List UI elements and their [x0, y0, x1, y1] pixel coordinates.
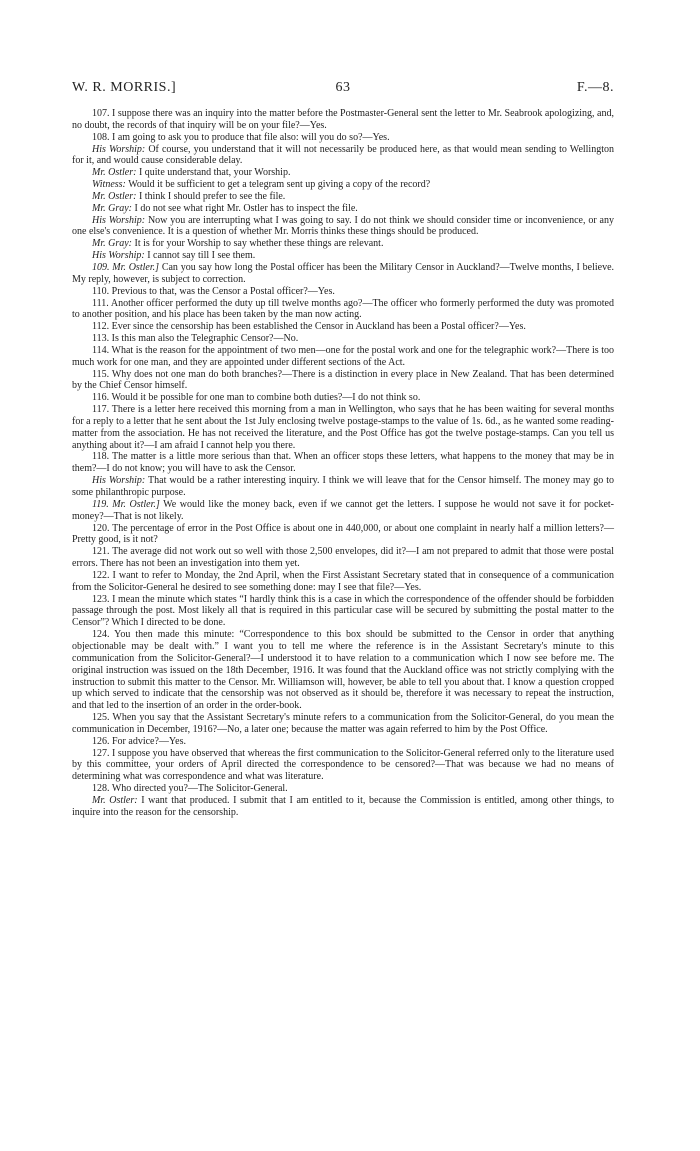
page-body: [72, 108, 614, 819]
paragraph-text: Would it be sufficient to get a telegram sent up giving a copy of the record?: [128, 179, 431, 191]
testimony-paragraph: [72, 203, 614, 215]
speaker-label: 119. Mr. Ostler.]: [92, 498, 160, 510]
testimony-paragraph: [72, 238, 614, 250]
testimony-paragraph: [72, 298, 614, 322]
paragraph-text: Can you say how long the Postal officer has been the Military Censor in Auckland?—Twelve months, I believe. My reply, however, is subject to correction.: [72, 261, 615, 285]
paragraph-text: 122. I want to refer to Monday, the 2nd April, when the First Assistant Secretary stated that in consequence of a communication from the Solicitor-General he desired to see something done: may I see that file?—Yes.: [72, 569, 614, 593]
header-witness-name: W. R. MORRIS.]: [72, 80, 177, 95]
paragraph-text: 111. Another officer performed the duty up till twelve months ago?—The officer who formerly performed the duty was promoted to another position, and his place has been taken by the man now acting.: [72, 297, 614, 321]
speaker-label: His Worship:: [92, 250, 145, 262]
testimony-paragraph: [72, 392, 614, 404]
paragraph-text: 110. Previous to that, was the Censor a Postal officer?—Yes.: [92, 285, 335, 297]
speaker-label: Mr. Ostler:: [92, 794, 138, 806]
paragraph-text: It is for your Worship to say whether these things are relevant.: [134, 238, 384, 250]
speaker-label: 109. Mr. Ostler.]: [92, 261, 159, 273]
testimony-paragraph: [72, 132, 614, 144]
paragraph-text: 112. Ever since the censorship has been established the Censor in Auckland has been a Postal officer?—Yes.: [92, 321, 526, 333]
page-header: [72, 80, 614, 100]
paragraph-text: Of course, you understand that it will not necessarily be produced here, as that would mean sending to Wellington for it, and would cause considerable delay.: [72, 143, 614, 167]
paragraph-text: 127. I suppose you have observed that whereas the first communication to the Solicitor-General referred only to the literature used by this committee, your orders of April directed the correspondence to be censored?—That was because we had no means of determining what was correspondence and what was literature.: [72, 747, 614, 783]
testimony-paragraph: [72, 321, 614, 333]
testimony-paragraph: [72, 499, 614, 523]
testimony-paragraph: [72, 736, 614, 748]
paragraph-text: I do not see what right Mr. Ostler has to inspect the file.: [134, 202, 358, 214]
paragraph-text: 117. There is a letter here received this morning from a man in Wellington, who says that he has been waiting for several months for a reply to a letter that he sent about the 1st July enclosing twelve postage-stamps to the value of 1s. 6d., as he wanted some reading-matter from the association. He has not received the literature, and the Post Office has got the twelve postage-stamps. Can you tell us anything about it?—I am afraid I cannot help you there.: [72, 404, 614, 451]
testimony-paragraph: [72, 179, 614, 191]
speaker-label: Mr. Ostler:: [92, 167, 137, 179]
paragraph-text: 116. Would it be possible for one man to combine both duties?—I do not think so.: [92, 392, 421, 404]
paragraph-text: 128. Who directed you?—The Solicitor-General.: [92, 783, 288, 795]
testimony-paragraph: [72, 286, 614, 298]
paragraph-text: I cannot say till I see them.: [147, 250, 256, 262]
testimony-paragraph: [72, 215, 614, 239]
speaker-label: Mr. Gray:: [92, 202, 132, 214]
paragraph-text: 107. I suppose there was an inquiry into the matter before the Postmaster-General sent the letter to Mr. Seabrook apologizing, and, no doubt, the records of that inquiry will be on your file?—Yes.: [72, 108, 614, 131]
paragraph-text: 115. Why does not one man do both branches?—There is a distinction in every place in New Zealand. That has been determined by the Chief Censor himself.: [72, 368, 614, 392]
testimony-paragraph: [72, 570, 614, 594]
paragraph-text: 118. The matter is a little more serious than that. When an officer stops these letters, what happens to the money that may be in them?—I do not know; you will have to ask the Censor.: [72, 451, 614, 475]
document-reference: F.—8.: [576, 80, 614, 95]
testimony-paragraph: [72, 404, 614, 451]
testimony-paragraph: [72, 783, 614, 795]
testimony-paragraph: [72, 108, 614, 132]
paragraph-text: 126. For advice?—Yes.: [92, 735, 186, 747]
testimony-paragraph: [72, 345, 614, 369]
paragraph-text: I think I should prefer to see the file.: [138, 190, 286, 202]
paragraph-text: 108. I am going to ask you to produce that file also: will you do so?—Yes.: [92, 131, 390, 143]
testimony-paragraph: [72, 475, 614, 499]
testimony-paragraph: [72, 333, 614, 345]
paragraph-text: 121. The average did not work out so well with those 2,500 envelopes, did it?—I am not prepared to admit that those were postal errors. There has not been an investigation into them yet.: [72, 546, 614, 570]
speaker-label: Mr. Gray:: [92, 238, 132, 250]
paragraph-text: We would like the money back, even if we cannot get the letters. I suppose he would not save it for pocket-money?—That is not likely.: [72, 498, 614, 522]
speaker-label: His Worship:: [92, 475, 146, 487]
paragraph-text: 125. When you say that the Assistant Secretary's minute refers to a communication from the Solicitor-General, do you mean the communication in December, 1916?—No, a later one; because the matter was again referred to him by the Post Office.: [72, 712, 614, 735]
testimony-paragraph: [72, 523, 614, 547]
paragraph-text: 124. You then made this minute: “Correspondence to this box should be submitted to the Censor in order that anything objectionable may be dealt with.” I want you to tell me where the reference is in the Assistant Secretary's minute to this communication from the Solicitor-General?—I understood it to have relation to a communication which I now see before me. The original instruction was issued on the 18th December, 1916. It was found that the Auckland office was not strictly complying with the instruction to submit this matter to the Censor. Mr. Williamson will, however, be able to tell you about that. I know a question cropped up which served to indicate that the censorship was not observed as it should be, therefore it was necessary to repeat the instruction, and that led to the insertion of an order in the order-book.: [72, 629, 614, 712]
page-number: 63: [335, 80, 351, 95]
testimony-paragraph: [72, 546, 614, 570]
testimony-paragraph: [72, 712, 614, 736]
speaker-label: Mr. Ostler:: [92, 190, 137, 202]
paragraph-text: 120. The percentage of error in the Post Office is about one in 440,000, or about one complaint in nearly half a million letters?—Pretty good, is it not?: [72, 522, 614, 546]
testimony-paragraph: [72, 594, 614, 630]
testimony-paragraph: [72, 250, 614, 262]
paragraph-text: I quite understand that, your Worship.: [138, 167, 291, 179]
speaker-label: His Worship:: [92, 214, 146, 226]
paragraph-text: 113. Is this man also the Telegraphic Censor?—No.: [92, 333, 299, 345]
paragraph-text: 123. I mean the minute which states “I hardly think this is a case in which the correspondence of the offender should be forbidden passage through the post. Most likely all that is required in this particular case will be secured by submitting the postal matter to the Censor”? Which I directed to be done.: [72, 593, 614, 629]
testimony-paragraph: [72, 191, 614, 203]
testimony-paragraph: [72, 369, 614, 393]
paragraph-text: 114. What is the reason for the appointment of two men—one for the postal work and one for the telegraphic work?—There is too much work for one man, and they are appointed under different sections of the Act.: [72, 344, 614, 368]
paragraph-text: Now you are interrupting what I was going to say. I do not think we should consider time or inconvenience, or any one else's convenience. It is a question of whether Mr. Morris thinks these things should be produced.: [72, 214, 614, 238]
testimony-paragraph: [72, 167, 614, 179]
testimony-paragraph: [72, 451, 614, 475]
paragraph-text: I want that produced. I submit that I am entitled to it, because the Commission is entitled, among other things, to inquire into the reason for the censorship.: [72, 794, 614, 818]
speaker-label: His Worship:: [92, 143, 146, 155]
testimony-paragraph: [72, 748, 614, 784]
paragraph-text: That would be a rather interesting inquiry. I think we will leave that for the Censor himself. The money may go to some philanthropic purpose.: [72, 475, 614, 498]
testimony-paragraph: [72, 144, 614, 168]
testimony-paragraph: [72, 795, 614, 819]
speaker-label: Witness:: [92, 179, 126, 191]
testimony-paragraph: [72, 629, 614, 712]
testimony-paragraph: [72, 262, 614, 286]
